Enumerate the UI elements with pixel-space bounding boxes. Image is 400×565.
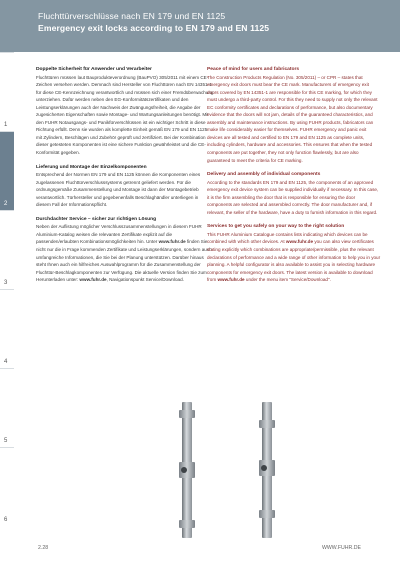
section-body <box>207 231 381 284</box>
section-peace-of-mind <box>207 66 381 164</box>
section-body: Fluchttüren müssen laut Bauprodukteverordnung (BauPVO) 305/2011 mit einem CE-Zeichen versehen werden. Demnach sind Hersteller von Fluchttüren nach EN 14351-1 für diese CE-Kennzeichnung verantwortlich und müssen sich einer Fremdüberwachung unterziehen. Dafür werden neben den EG-Konformitätszertifikaten und den Leistungserklärungen auch der Nachweis der Zwängungsfreiheit, die Angabe der zugesicherten Eigenschaften sowie Montage- und Wartungsanleitungen benötigt. Mit den FUHR Notausgangs- und Panikfürverschlüssen ist ein wichtiger Schritt in diese Richtung erfüllt. Denn sie wurden als komplette Einheit gemäß EN 179 und EN 1125 mit Zylindern, Beschlägen und Zubehör geprüft und zertifiziert. Bei der Kombination dieser getesteten Komponenten ist eine sichere Funktion gewährleistet und die CE-Konformität gegeben. <box>36 74 214 156</box>
section-heading: Doppelte Sicherheit für Anwender und Verarbeiter <box>36 67 152 72</box>
website-link[interactable]: www.fuhr.de <box>285 239 314 245</box>
chapter-tab-label: 1 <box>4 122 8 128</box>
section-heading: Delivery and assembly of individual components <box>207 172 321 178</box>
chapter-tab-label: 3 <box>4 280 8 286</box>
chapter-tab-1[interactable] <box>0 52 14 131</box>
page-number: 2.28 <box>38 545 49 551</box>
section-heading: Services to get you safely on your way to the right solution <box>207 224 345 230</box>
body-text: finden Sie nicht nur die in Frage kommenden Zertifikate und Leistungserklärungen, sondern auch umfangreiche Informationen, die Sie bei der Planung unterstützen. Darüber hinaus steht Ihnen auch ein hilfreiches Auswahlprogramm für die Zusammenstellung der Fluchttür-Beschlagkomponenten zur Verfügung. Die aktuelle Version finden Sie zum Herunterladen unter: <box>36 239 212 283</box>
website-footer[interactable]: WWW.FUHR.DE <box>322 545 361 551</box>
chapter-tab-2[interactable] <box>0 131 14 210</box>
website-link[interactable]: www.fuhr.de <box>217 277 245 283</box>
section-heading: Durchdachter Service – sicher zur richtigen Lösung <box>36 216 157 222</box>
section-body: The Construction Products Regulation (No. 305/2011) – or CPR – states that emergency exit doors must bear the CE mark. Manufacturers of emergency exit doors covered by EN 14351-1 are responsible for this CE marking, for which they must undergo a third-party control. For this they need to supply not only the relevant EC conformity certificates and declarations of performance, but also documentary evidence that the doors will not jam, details of the guaranteed characteristics, and assembly and maintenance instructions. By using FUHR products, fabricators can make life considerably easier for themselves. FUHR emergency and panic exit devices are all tested and certified to EN 179 and EN 1125 as complete units, including cylinders, hardware and accessories. This ensures that when the tested components are put together, they not only function flawlessly, but are also guaranteed to meet the criteria for CE marking. <box>207 74 378 163</box>
title-german: Fluchttürverschlüsse nach EN 179 und EN 1125 <box>38 11 226 21</box>
chapter-tab-4[interactable] <box>0 289 14 368</box>
website-link[interactable]: www.fuhr.de <box>158 239 186 245</box>
section-heading: Peace of mind for users and fabricators <box>207 67 300 72</box>
body-text: Neben der Auflistung möglicher Verschlusszusammenstellungen in diesem FUHR Aluminium-Katalog weisen die relevanten Zertifikate explizit auf die passenden/erlaubten Kombinationsmöglichkeiten hin. Unter <box>36 224 202 245</box>
section-services-en <box>207 223 381 283</box>
body-text: you can also view certificates stating explicitly which combinations are appropriate/permissible, plus the relevant declarations of performance and a wide range of other information to help you in your planning. A helpful configurator is also available to assist you in selecting hardware components for emergency exit doors. The latest version is available to download from <box>207 239 381 283</box>
section-delivery-assembly <box>36 164 214 209</box>
chapter-tab-label: 4 <box>4 359 8 365</box>
chapter-tab-label: 2 <box>4 201 8 207</box>
chapter-tab-6[interactable] <box>0 447 14 526</box>
chapter-tab-label: 6 <box>4 517 8 523</box>
section-body: Entsprechend der Normen EN 179 und EN 1125 können die Komponenten eines zugelassenen Fluchttürverschlusssystems getrennt geliefert werden. Für die ordnungsgemäße Zusammenstellung und Montage ist dann der Montagebetrieb verantwortlich. Türhersteller und gegebenenfalls Beschlaghändler unterliegen in diesem Fall der Informationspflicht. <box>36 172 201 208</box>
page-header <box>0 0 400 52</box>
english-text-column <box>207 66 381 291</box>
chapter-tab-label: 5 <box>4 438 8 444</box>
section-body: According to the standards EN 179 and EN 1125, the components of an approved emergency exit device system can be supplied individually if necessary. In this case, it is the firm assembling the door that is responsible for ensuring the door components are selected and assembled correctly. The door manufacturer and, if relevant, the seller of the hardware, have a duty to furnish information in this regard. <box>207 179 379 215</box>
multipoint-lock-image <box>262 402 272 538</box>
section-heading: Lieferung und Montage der Einzelkomponenten <box>36 164 147 170</box>
body-text: , Navigationspunkt Service/Download. <box>106 277 184 283</box>
title-english: Emergency exit locks according to EN 179 and EN 1125 <box>38 23 270 33</box>
chapter-tab-3[interactable] <box>0 210 14 289</box>
chapter-tabs <box>0 52 14 536</box>
multipoint-lock-image <box>182 402 192 538</box>
section-double-security <box>36 66 214 157</box>
section-delivery-assembly-en <box>207 171 381 216</box>
body-text: This FUHR Aluminium Catalogue contains lists indicating which devices can be combined with which other devices. At <box>207 231 368 245</box>
website-link[interactable]: www.fuhr.de <box>79 277 107 283</box>
german-text-column <box>36 66 214 291</box>
section-body <box>36 223 214 283</box>
product-photos <box>152 402 330 538</box>
section-service <box>36 216 214 284</box>
chapter-tab-5[interactable] <box>0 368 14 447</box>
body-text: under the menu item "Service/Download". <box>244 277 331 283</box>
